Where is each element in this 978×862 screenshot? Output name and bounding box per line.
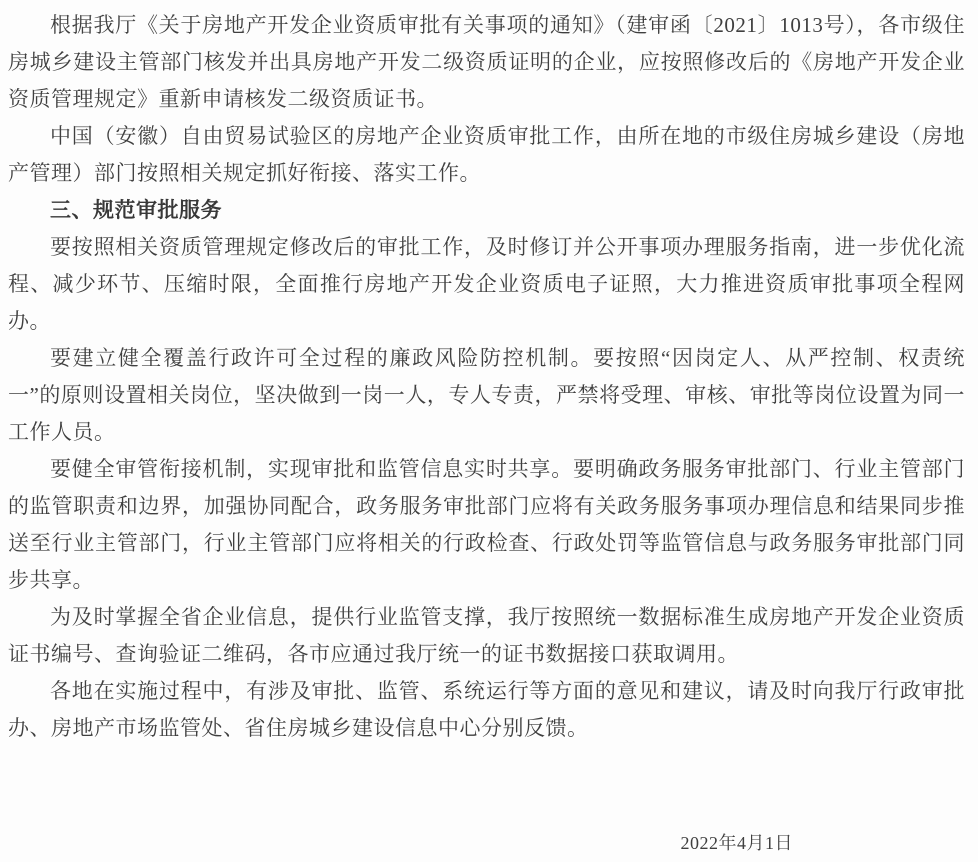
paragraph-risk-control: 要建立健全覆盖行政许可全过程的廉政风险防控机制。要按照“因岗定人、从严控制、权责统一”的原则设置相关岗位，坚决做到一岗一人，专人专责，严禁将受理、审核、审批等岗位设置为同一工作人员。	[8, 346, 965, 444]
paragraph-feedback: 各地在实施过程中，有涉及审批、监管、系统运行等方面的意见和建议，请及时向我厅行政审批办、房地产市场监管处、省住房城乡建设信息中心分别反馈。	[8, 679, 965, 740]
paragraph-info-sharing: 要健全审管衔接机制，实现审批和监管信息实时共享。要明确政务服务审批部门、行业主管部门的监管职责和边界，加强协同配合，政务服务审批部门应将有关政务服务事项办理信息和结果同步推送至行业主管部门，行业主管部门应将相关的行政检查、行政处罚等监管信息与政务服务审批部门同步共享。	[8, 457, 965, 592]
document-date: 2022年4月1日	[680, 833, 793, 853]
paragraph-service-guide: 要按照相关资质管理规定修改后的审批工作，及时修订并公开事项办理服务指南，进一步优化流程、减少环节、压缩时限，全面推行房地产开发企业资质电子证照，大力推进资质审批事项全程网办。	[8, 235, 965, 333]
paragraph-notice-basis: 根据我厅《关于房地产开发企业资质审批有关事项的通知》（建审函〔2021〕1013号），各市级住房城乡建设主管部门核发并出具房地产开发二级资质证明的企业，应按照修改后的《房地产开发企业资质管理规定》重新申请核发二级资质证书。	[8, 13, 965, 111]
paragraph-certificate-data: 为及时掌握全省企业信息，提供行业监管支撑，我厅按照统一数据标准生成房地产开发企业资质证书编号、查询验证二维码，各市应通过我厅统一的证书数据接口获取调用。	[8, 605, 965, 666]
paragraph-free-trade-zone: 中国（安徽）自由贸易试验区的房地产企业资质审批工作，由所在地的市级住房城乡建设（房地产管理）部门按照相关规定抓好衔接、落实工作。	[8, 124, 965, 185]
section-heading: 三、规范审批服务	[50, 198, 222, 222]
